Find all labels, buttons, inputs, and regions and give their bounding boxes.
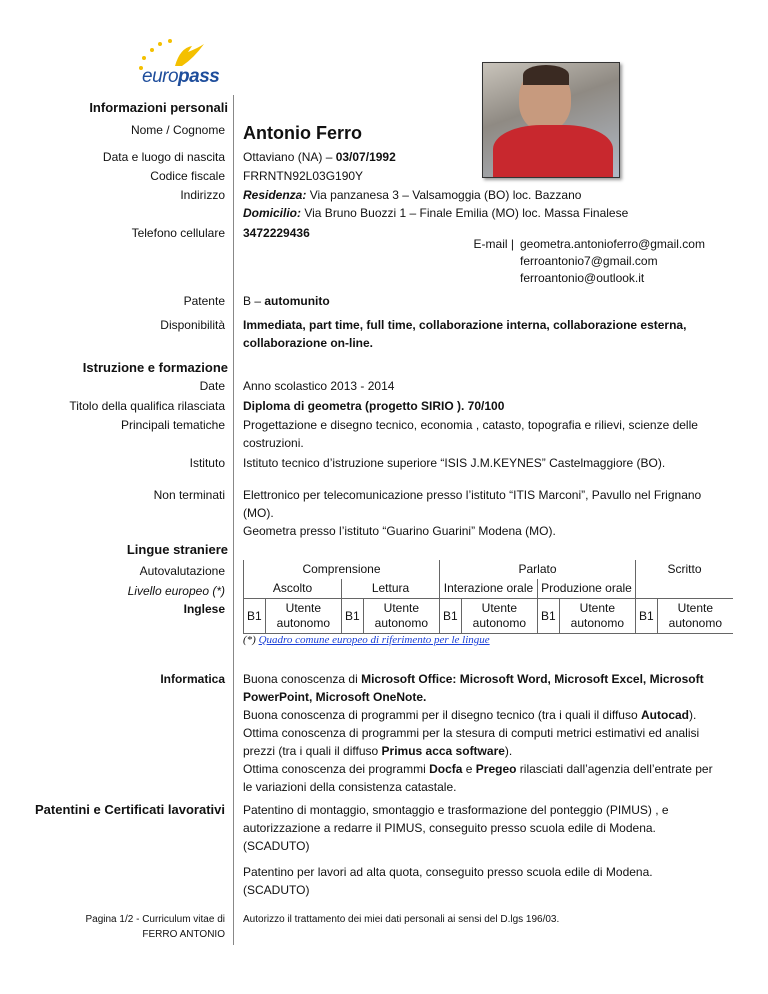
level-code: B1	[440, 599, 462, 634]
level-code: B1	[342, 599, 364, 634]
page-footer-left	[85, 912, 225, 942]
email-item[interactable]: geometra.antonioferro@gmail.com	[520, 237, 705, 251]
level-label: Livello europeo (*)	[127, 584, 225, 598]
unfinished-item: Geometra presso l’istituto “Guarino Guarini” Modena (MO).	[243, 524, 556, 538]
group-header: Scritto	[636, 560, 734, 579]
title-label: Titolo della qualifica rilasciata	[69, 399, 225, 413]
section-education: Istruzione e formazione	[82, 360, 228, 375]
residence-label: Residenza:	[243, 188, 307, 202]
footnote-mark: (*)	[243, 634, 259, 646]
sub-header: Ascolto	[244, 579, 342, 599]
cv-owner: FERRO ANTONIO	[142, 929, 225, 940]
cert-item: Patentino di montaggio, smontaggio e trasformazione del ponteggio (PIMUS) , e autorizzazione a redarre il PIMUS, conseguito presso scuola edile di Modena. (SCADUTO)	[243, 803, 669, 853]
birth-value	[243, 148, 723, 166]
email-item[interactable]: ferroantonio7@gmail.com	[520, 254, 658, 268]
sub-header: Produzione orale	[538, 579, 636, 599]
title-value: Diploma di geometra (progetto SIRIO ). 70/100	[243, 399, 505, 413]
birth-place: Ottaviano (NA) –	[243, 150, 336, 164]
email-label: E-mail |	[473, 237, 514, 251]
birth-date: 03/07/1992	[335, 150, 396, 164]
date-label: Date	[199, 379, 225, 393]
cf-label: Codice fiscale	[150, 169, 225, 183]
level-desc: Utente autonomo	[559, 599, 635, 634]
license-note: automunito	[264, 294, 330, 308]
sub-header: Interazione orale	[440, 579, 538, 599]
license-value	[243, 292, 723, 310]
email-item[interactable]: ferroantonio@outlook.it	[520, 271, 645, 285]
email-block	[473, 236, 705, 287]
language-table	[243, 560, 733, 634]
avail-label: Disponibilità	[160, 318, 225, 332]
footnote	[243, 634, 490, 646]
privacy-note: Autorizzo il trattamento dei miei dati personali ai sensi del D.lgs 196/03.	[243, 914, 560, 925]
institute-value: Istituto tecnico d’istruzione superiore “ISIS J.M.KEYNES” Castelmaggiore (BO).	[243, 456, 666, 470]
topics-value: Progettazione e disegno tecnico, economia , catasto, topografia e rilievi, scienze delle costruzioni.	[243, 418, 698, 450]
logo-pass: pass	[178, 66, 220, 87]
level-desc: Utente autonomo	[363, 599, 439, 634]
residence: Via panzanesa 3 – Valsamoggia (BO) loc. Bazzano	[306, 188, 582, 202]
address-value	[243, 186, 723, 222]
sub-header: Lettura	[342, 579, 440, 599]
empty-cell	[636, 579, 734, 599]
level-code: B1	[244, 599, 266, 634]
level-desc: Utente autonomo	[657, 599, 733, 634]
unfinished-label: Non terminati	[153, 488, 225, 502]
group-header: Comprensione	[244, 560, 440, 579]
level-desc: Utente autonomo	[461, 599, 537, 634]
full-name: Antonio Ferro	[243, 123, 362, 143]
section-languages: Lingue straniere	[126, 542, 228, 557]
avail-value: Immediata, part time, full time, collaborazione interna, collaborazione esterna, collaborazione on-line.	[243, 318, 687, 350]
it-label: Informatica	[160, 672, 225, 686]
column-divider	[233, 95, 234, 945]
license-type: B –	[243, 294, 265, 308]
cefr-link[interactable]: Quadro comune europeo di riferimento per le lingue	[258, 634, 490, 646]
it-value: Buona conoscenza di Microsoft Office: Microsoft Word, Microsoft Excel, Microsoft PowerPoint, Microsoft OneNote. Buona conoscenza di programmi per il disegno tecnico (tra i quali il diffuso Autocad). Ottima conoscenza di programmi per la stesura di computi metrici estimativi ed analisi prezzi (tra i quali il diffuso Primus acca software). Ottima conoscenza dei programmi Docfa e Pregeo rilasciati dall’agenzia dell’entrate per le variazioni della consistenza catastale.	[243, 672, 713, 794]
level-desc: Utente autonomo	[265, 599, 341, 634]
self-eval-label: Autovalutazione	[139, 564, 225, 578]
domicile: Via Bruno Buozzi 1 – Finale Emilia (MO) loc. Massa Finalese	[301, 206, 629, 220]
name-label: Nome / Cognome	[130, 123, 225, 137]
cert-item: Patentino per lavori ad alta quota, conseguito presso scuola edile di Modena. (SCADUTO)	[243, 865, 653, 897]
language-name: Inglese	[183, 602, 225, 616]
level-code: B1	[538, 599, 560, 634]
level-code: B1	[636, 599, 658, 634]
birth-label: Data e luogo di nascita	[102, 150, 225, 164]
unfinished-value	[243, 486, 703, 540]
date-value: Anno scolastico 2013 - 2014	[243, 379, 395, 393]
page-number: Pagina 1/2 - Curriculum vitae di	[85, 914, 225, 925]
certs-label: Patentini e Certificati lavorativi	[34, 802, 225, 817]
address-label: Indirizzo	[180, 188, 225, 202]
domicile-label: Domicilio:	[243, 206, 302, 220]
license-label: Patente	[183, 294, 225, 308]
section-personal: Informazioni personali	[89, 100, 228, 115]
topics-label: Principali tematiche	[120, 418, 225, 432]
phone-label: Telefono cellulare	[131, 226, 225, 240]
phone-value: 3472229436	[243, 226, 310, 240]
institute-label: Istituto	[189, 456, 225, 470]
unfinished-item: Elettronico per telecomunicazione presso l’istituto “ITIS Marconi”, Pavullo nel Frignano (MO).	[243, 488, 702, 520]
europass-logo	[130, 36, 220, 92]
group-header: Parlato	[440, 560, 636, 579]
cf-value: FRRNTN92L03G190Y	[243, 169, 364, 183]
logo-euro: euro	[142, 66, 179, 87]
